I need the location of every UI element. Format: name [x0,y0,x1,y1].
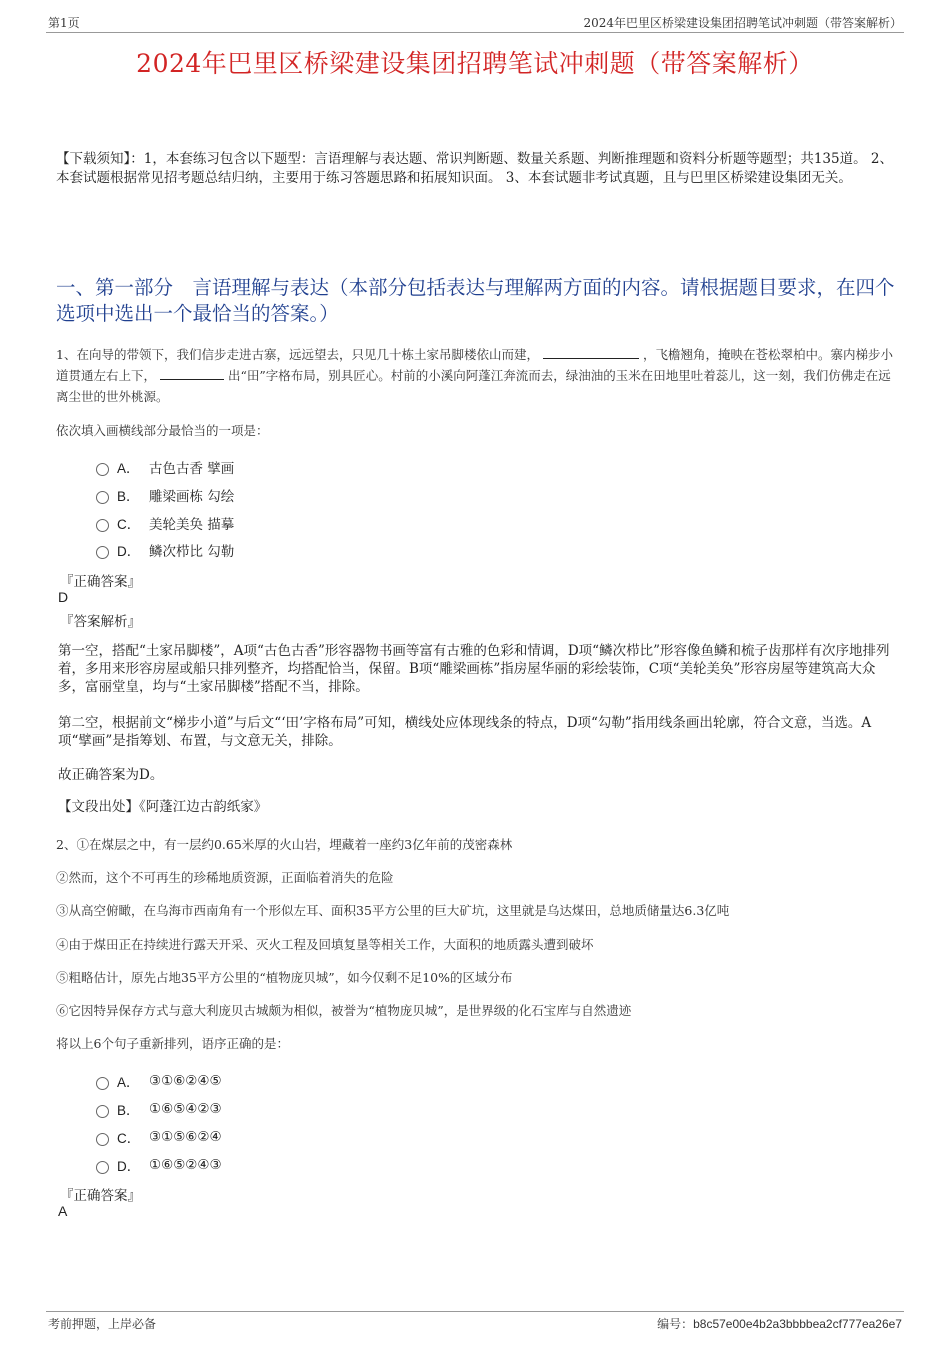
question-1-stem [56,344,896,407]
radio-icon[interactable] [96,519,109,532]
footer-doc-id: 编号：b8c57e00e4b2a3bbbbea2cf777ea26e7 [657,1317,902,1331]
q1-option-d[interactable] [96,540,234,560]
q2-option-b[interactable] [96,1099,222,1119]
page-title: 2024年巴里区桥梁建设集团招聘笔试冲刺题（带答案解析） [136,49,814,78]
q1-analysis-conclusion: 故正确答案为D。 [58,767,164,783]
header-divider [46,32,904,33]
radio-icon[interactable] [96,1077,109,1090]
q2-sentence: ⑥它因特异保存方式与意大利庞贝古城颇为相似，被誉为“植物庞贝城”，是世界级的化石宝库与自然遗迹 [56,1003,632,1018]
option-letter: C． [117,1131,141,1146]
q2-answer-label: 『正确答案』 [60,1188,141,1204]
option-text: 雕梁画栋 勾绘 [149,489,235,505]
option-letter: C． [117,517,141,532]
option-letter: A． [117,1075,140,1090]
q2-sentence: ⑤粗略估计，原先占地35平方公里的“植物庞贝城”，如今仅剩不足10%的区域分布 [56,970,513,985]
option-text: ③①⑤⑥②④ [149,1129,222,1145]
option-text: ①⑥⑤④②③ [149,1101,222,1117]
q1-analysis-paragraph: 第一空，搭配“土家吊脚楼”，A项“古色古香”形容器物书画等富有古雅的色彩和情调，D项“鳞次栉比”形容像鱼鳞和梳子齿那样有次序地排列着，多用来形容房屋或船只排列整齐，均搭配恰当，保留。B项“雕梁画栋”指房屋华丽的彩绘装饰，C项“美轮美奂”形容房屋等建筑高大众多，富丽堂皇，均与“土家吊脚楼”搭配不当，排除。 [58,643,890,695]
q1-option-a[interactable] [96,457,234,477]
option-letter: B． [117,1103,140,1118]
q1-stem-part1: 1、在向导的带领下，我们信步走进古寨，远远望去，只见几十栋土家吊脚楼依山而建， [56,347,539,362]
q1-source: 【文段出处】《阿蓬江边古韵纸家》 [58,799,268,815]
fill-blank-2 [160,366,224,380]
q1-option-c[interactable] [96,513,234,533]
q1-stem-part3: 出“田”字格布局，别具匠心。村前的小溪向阿蓬江奔流而去，绿油油的玉米在田地里吐着蕊儿，这一刻，我们仿佛走在远离尘世的世外桃源。 [56,368,891,404]
question-2-prompt: 将以上6个句子重新排列，语序正确的是： [56,1036,289,1051]
download-notice: 【下载须知】：1，本套练习包含以下题型：言语理解与表达题、常识判断题、数量关系题、判断推理题和资料分析题等题型；共135道。 2、本套试题根据常见招考题总结归纳，主要用于练习答题思路和拓展知识面。 3、本套试题非考试真题，且与巴里区桥梁建设集团无关。 [56,151,893,186]
radio-icon[interactable] [96,1133,109,1146]
option-letter: A． [117,461,140,476]
q2-option-a[interactable] [96,1071,222,1091]
q1-option-b[interactable] [96,485,234,505]
page-number: 第1页 [48,16,80,30]
section-heading: 一、第一部分 言语理解与表达（本部分包括表达与理解两方面的内容。请根据题目要求，在四个选项中选出一个最恰当的答案。） [56,276,895,325]
q1-analysis-paragraph: 第二空，根据前文“梯步小道”与后文“‘田’字格布局”可知，横线处应体现线条的特点，D项“勾勒”指用线条画出轮廓，符合文意，当选。A项“擘画”是指筹划、布置，与文意无关，排除。 [58,715,872,749]
option-text: 鳞次栉比 勾勒 [149,544,235,560]
q2-answer: A [58,1203,68,1219]
radio-icon[interactable] [96,1161,109,1174]
q2-sentence: 2、①在煤层之中，有一层约0.65米厚的火山岩，埋藏着一座约3亿年前的茂密森林 [56,837,513,852]
q2-sentence: ④由于煤田正在持续进行露天开采、灭火工程及回填复垦等相关工作，大面积的地质露头遭到破坏 [56,937,594,952]
option-letter: B． [117,489,140,504]
option-letter: D． [117,544,141,559]
option-text: ①⑥⑤②④③ [149,1157,222,1173]
q2-option-d[interactable] [96,1155,222,1175]
running-title: 2024年巴里区桥梁建设集团招聘笔试冲刺题（带答案解析） [583,16,902,30]
radio-icon[interactable] [96,463,109,476]
q1-analysis-label: 『答案解析』 [60,614,141,630]
q2-option-c[interactable] [96,1127,222,1147]
q1-answer: D [58,589,69,605]
q2-sentence: ③从高空俯瞰，在乌海市西南角有一个形似左耳、面积35平方公里的巨大矿坑，这里就是乌达煤田，总地质储量达6.3亿吨 [56,903,730,918]
q1-stem-part2: ，飞檐翘角，掩映在苍松翠柏中。寨内梯步小道贯通左右上下， [56,347,893,383]
question-1-prompt: 依次填入画横线部分最恰当的一项是： [56,423,269,438]
footer-slogan: 考前押题，上岸必备 [48,1317,157,1331]
radio-icon[interactable] [96,546,109,559]
footer-divider [46,1311,904,1312]
radio-icon[interactable] [96,491,109,504]
option-text: ③①⑥②④⑤ [149,1073,222,1089]
q2-sentence: ②然而，这个不可再生的珍稀地质资源，正面临着消失的危险 [56,870,394,885]
option-text: 古色古香 擘画 [149,461,235,477]
option-letter: D． [117,1159,141,1174]
fill-blank-1 [543,345,639,359]
radio-icon[interactable] [96,1105,109,1118]
option-text: 美轮美奂 描摹 [149,517,235,533]
q1-answer-label: 『正确答案』 [60,574,141,590]
